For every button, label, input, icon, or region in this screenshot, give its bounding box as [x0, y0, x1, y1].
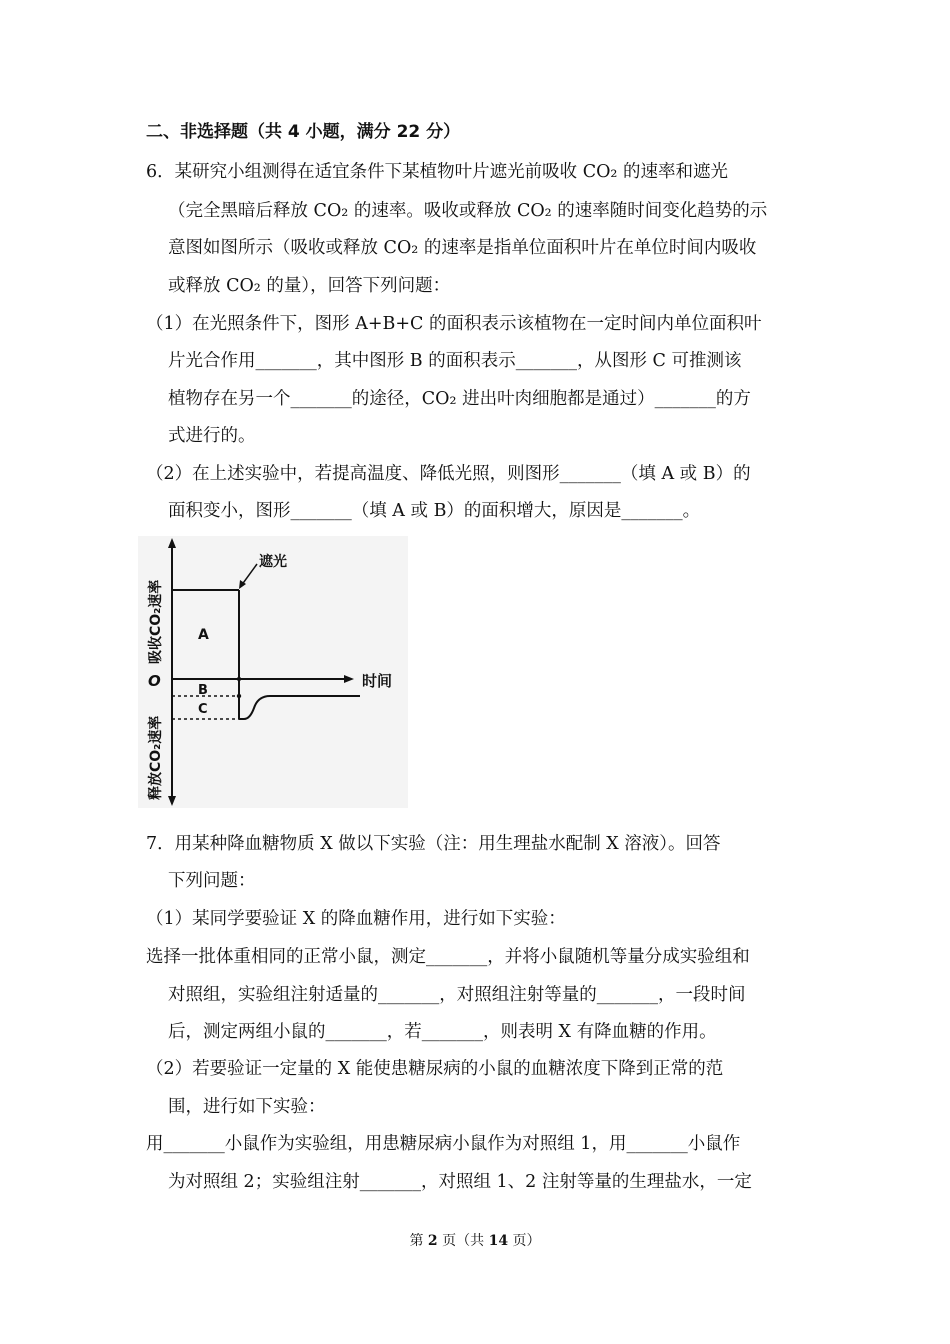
- section-heading: 二、非选择题（共 4 小题，满分 22 分）: [146, 122, 461, 142]
- q6-line-2: （完全黑暗后释放 CO₂ 的速率。吸收或释放 CO₂ 的速率随时间变化趋势的示: [168, 201, 768, 221]
- q6-line-1: 6．某研究小组测得在适宜条件下某植物叶片遮光前吸收 CO₂ 的速率和遮光: [146, 162, 729, 182]
- q7-sub2-line-4: 为对照组 2；实验组注射_______，对照组 1、2 注射等量的生理盐水，一定: [168, 1172, 752, 1192]
- footer-middle: 页（共: [437, 1233, 489, 1249]
- region-b-label: B: [198, 683, 208, 698]
- q6-sub1-line-1: （1）在光照条件下，图形 A+B+C 的面积表示该植物在一定时间内单位面积叶: [146, 314, 762, 334]
- q7-line-1: 7．用某种降血糖物质 X 做以下实验（注：用生理盐水配制 X 溶液）。回答: [146, 834, 721, 854]
- q7-sub2-line-2: 围，进行如下实验：: [168, 1097, 326, 1117]
- q7-sub2-line-3: 用_______小鼠作为实验组，用患糖尿病小鼠作为对照组 1，用_______小鼠作: [146, 1134, 741, 1154]
- origin-label: O: [148, 672, 161, 690]
- footer-suffix: 页）: [508, 1233, 541, 1249]
- q7-sub2-line-1: （2）若要验证一定量的 X 能使患糖尿病的小鼠的血糖浓度下降到正常的范: [146, 1059, 724, 1079]
- footer-prefix: 第: [409, 1233, 428, 1249]
- y-axis-label-bottom: 释放CO₂速率: [148, 715, 164, 800]
- q7-line-2: 下列问题：: [168, 871, 256, 891]
- region-a-label: A: [198, 627, 209, 643]
- q6-sub2-line-2: 面积变小，图形_______（填 A 或 B）的面积增大，原因是_______。: [168, 501, 701, 521]
- marker-dot: [237, 694, 241, 698]
- annotation-label: 遮光: [259, 554, 287, 570]
- q6-sub1-line-4: 式进行的。: [168, 426, 256, 446]
- region-c-label: C: [198, 702, 208, 717]
- q6-line-3: 意图如图所示（吸收或释放 CO₂ 的速率是指单位面积叶片在单位时间内吸收: [168, 238, 757, 258]
- y-axis-label-top: 吸收CO₂速率: [148, 579, 164, 664]
- q7-sub1-line-1: （1）某同学要验证 X 的降血糖作用，进行如下实验：: [146, 909, 566, 929]
- q6-sub1-line-2: 片光合作用_______，其中图形 B 的面积表示_______，从图形 C 可推测该: [168, 351, 742, 371]
- page-number: 2: [427, 1233, 438, 1249]
- q6-sub2-line-1: （2）在上述实验中，若提高温度、降低光照，则图形_______（填 A 或 B）的: [146, 464, 751, 484]
- marker-dot: [237, 677, 241, 681]
- page-total: 14: [488, 1233, 509, 1249]
- co2-rate-figure: [138, 536, 408, 808]
- q6-line-4: 或释放 CO₂ 的量），回答下列问题：: [168, 276, 451, 296]
- q7-sub1-line-4: 后，测定两组小鼠的_______，若_______，则表明 X 有降血糖的作用。: [168, 1022, 717, 1042]
- x-axis-label: 时间: [362, 672, 393, 690]
- q7-sub1-line-3: 对照组，实验组注射适量的_______，对照组注射等量的_______，一段时间: [168, 985, 746, 1005]
- page-footer: [0, 1230, 950, 1250]
- q7-sub1-line-2: 选择一批体重相同的正常小鼠，测定_______，并将小鼠随机等量分成实验组和: [146, 947, 750, 967]
- q6-sub1-line-3: 植物存在另一个_______的途径，CO₂ 进出叶肉细胞都是通过）_______的方: [168, 389, 751, 409]
